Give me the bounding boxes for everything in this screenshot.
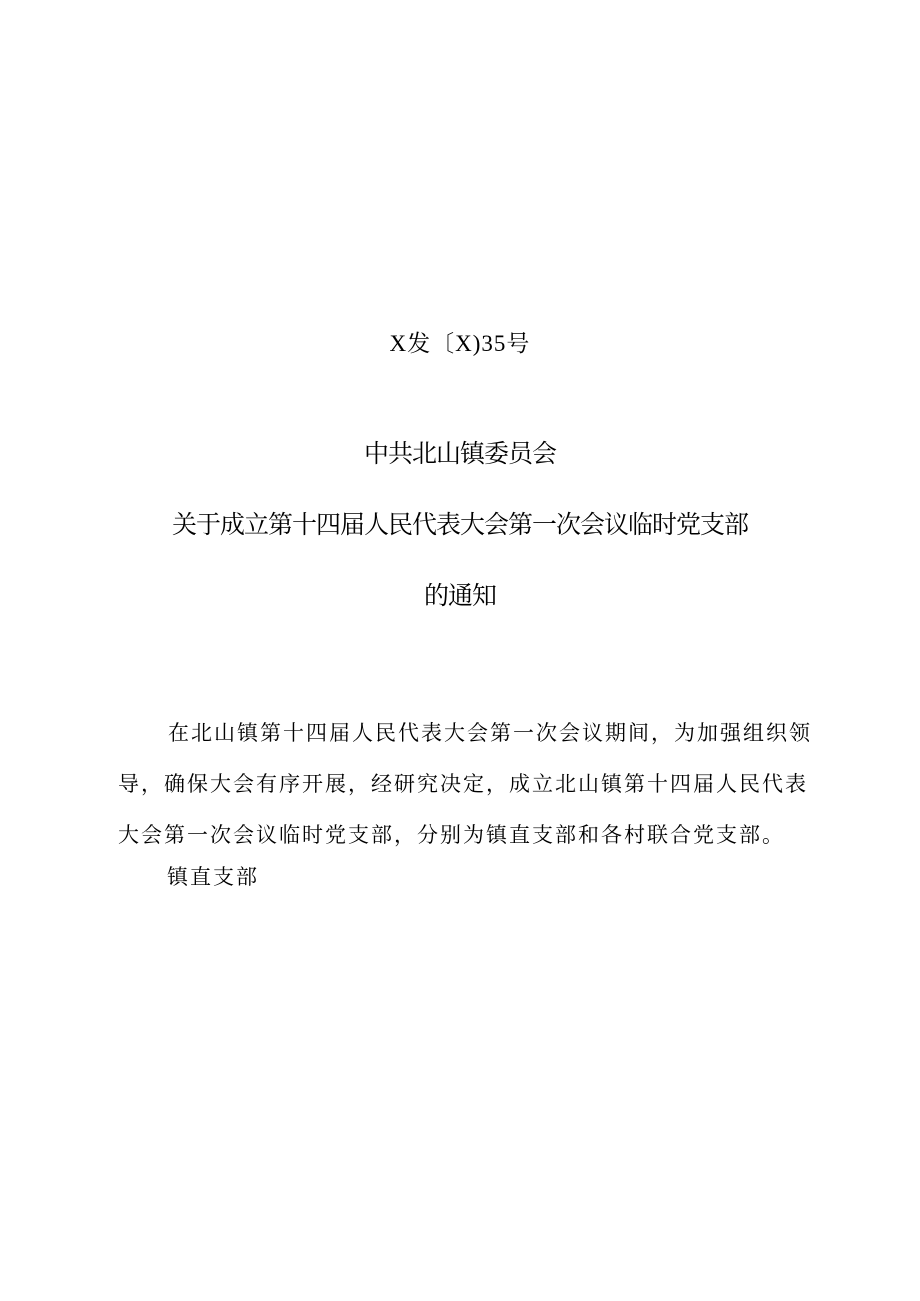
- title-suffix: 的通知: [423, 581, 496, 610]
- title-subject: 关于成立第十四届人民代表大会第一次会议临时党支部: [171, 510, 748, 539]
- title-issuer: 中共北山镇委员会: [363, 439, 556, 468]
- body-paragraph: 在北山镇第十四届人民代表大会第一次会议期间，为加强组织领导，确保大会有序开展，经研究决定，成立北山镇第十四届人民代表大会第一次会议临时党支部，分别为镇直支部和各村联合党支部。: [118, 721, 812, 847]
- document-number: X发〔X)35号: [389, 331, 531, 356]
- section-heading: 镇直支部: [167, 865, 259, 889]
